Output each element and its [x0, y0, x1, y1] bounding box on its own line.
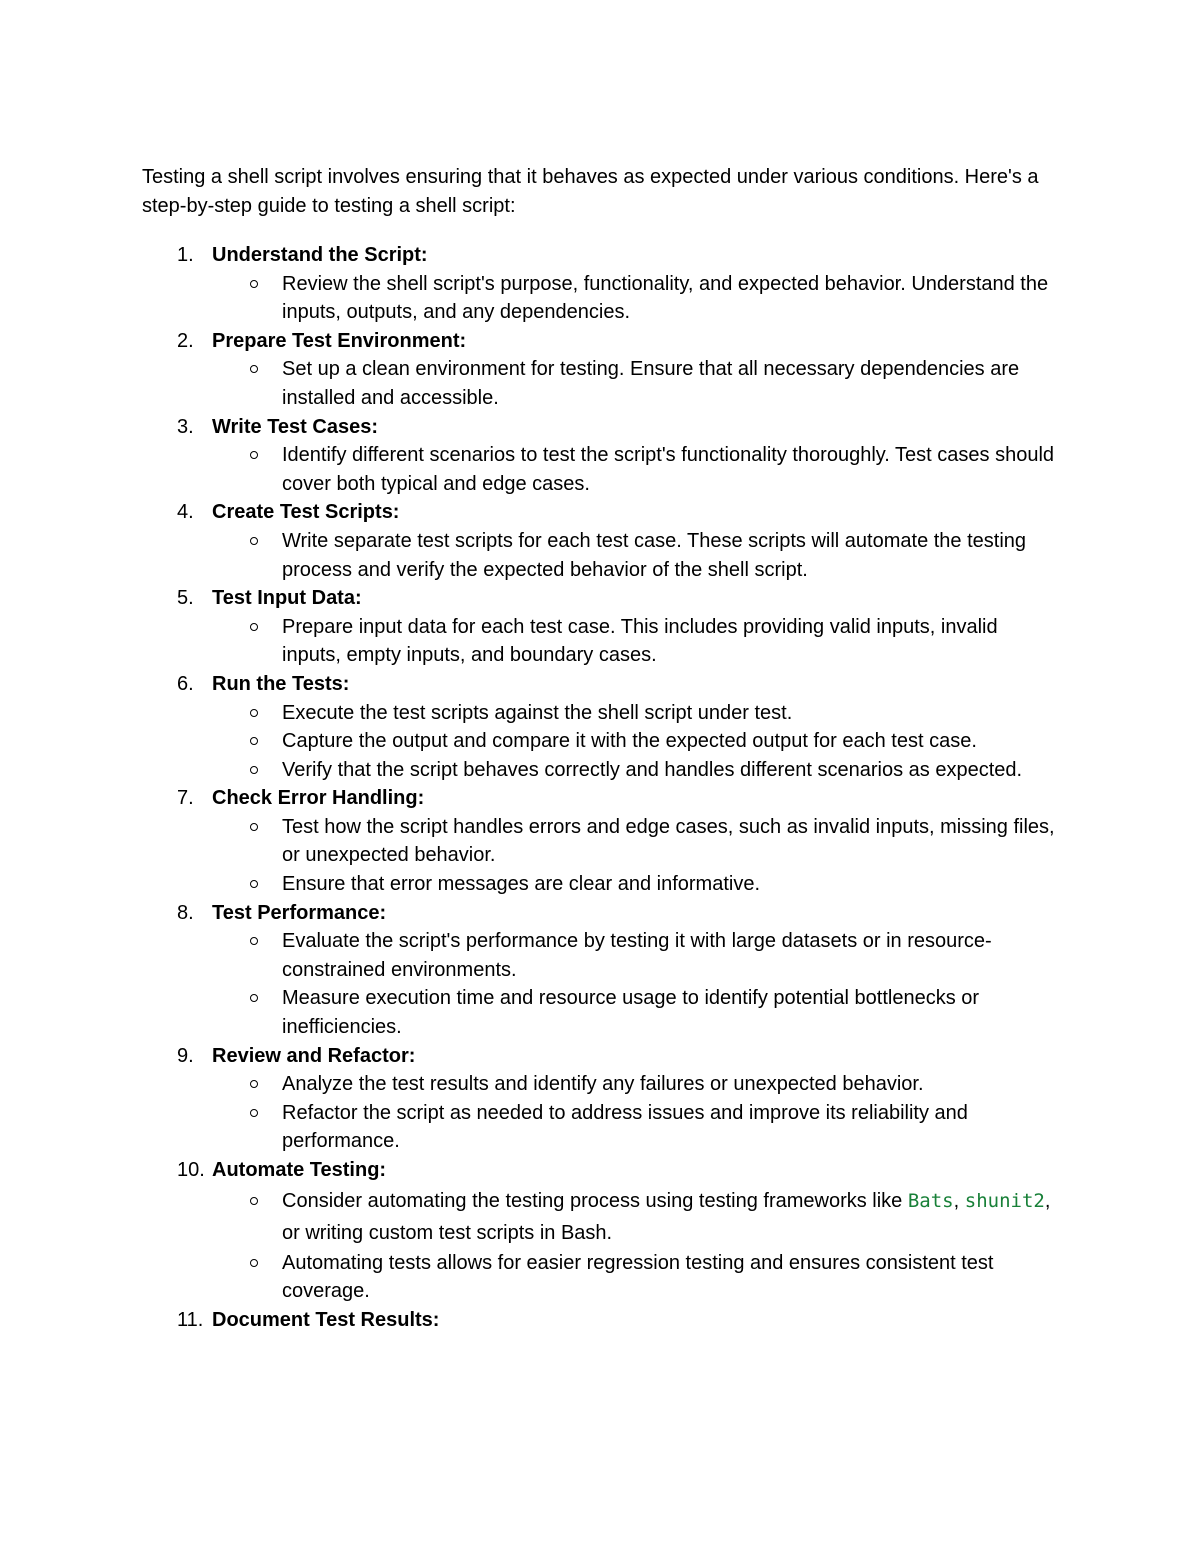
intro-paragraph: Testing a shell script involves ensuring that it behaves as expected under various conditions. Here's a step-by-step guide to testing a shell script: — [142, 166, 1039, 217]
step-number: 11. — [177, 1308, 204, 1331]
step-title: Understand the Script: — [212, 244, 428, 266]
hollow-bullet-icon — [250, 1259, 258, 1267]
list-item: Measure execution time and resource usage to identify potential bottlenecks or inefficiencies. — [212, 984, 1062, 1041]
steps-list — [142, 241, 1200, 1334]
step-7 — [142, 784, 1200, 898]
list-item: Capture the output and compare it with the expected output for each test case. — [212, 727, 1062, 756]
step-title: Review and Refactor: — [212, 1044, 416, 1067]
step-title: Write Test Cases: — [212, 415, 378, 438]
step-3 — [142, 413, 1200, 499]
step-8 — [142, 899, 1200, 1042]
step-5 — [142, 584, 1200, 670]
hollow-bullet-icon — [250, 623, 258, 631]
hollow-bullet-icon — [250, 280, 258, 288]
step-number: 2. — [177, 329, 194, 352]
list-item: Write separate test scripts for each test case. These scripts will automate the testing process and verify the expected behavior of the shell script. — [212, 527, 1062, 584]
hollow-bullet-icon — [250, 880, 258, 888]
list-item: Refactor the script as needed to address issues and improve its reliability and performance. — [212, 1099, 1062, 1156]
list-item: Evaluate the script's performance by testing it with large datasets or in resource-constrained environments. — [212, 927, 1062, 984]
step-title: Document Test Results: — [212, 1308, 440, 1331]
hollow-bullet-icon — [250, 937, 258, 945]
hollow-bullet-icon — [250, 1109, 258, 1117]
step-9 — [142, 1042, 1200, 1156]
code-shunit2: shunit2 — [964, 1189, 1045, 1212]
list-item: Automating tests allows for easier regression testing and ensures consistent test coverage. — [212, 1249, 1062, 1306]
hollow-bullet-icon — [250, 709, 258, 717]
hollow-bullet-icon — [250, 1080, 258, 1088]
list-item: Ensure that error messages are clear and informative. — [212, 870, 1062, 899]
step-1 — [142, 241, 1200, 327]
list-item: Execute the test scripts against the shell script under test. — [212, 699, 1062, 728]
step-title: Run the Tests: — [212, 672, 350, 695]
list-item: Analyze the test results and identify any failures or unexpected behavior. — [212, 1070, 1062, 1099]
step-number: 4. — [177, 501, 194, 524]
step-number: 6. — [177, 672, 194, 695]
hollow-bullet-icon — [250, 1197, 258, 1205]
code-bats: Bats — [907, 1189, 954, 1212]
step-number: 8. — [177, 901, 194, 924]
hollow-bullet-icon — [250, 451, 258, 459]
step-number: 9. — [177, 1044, 194, 1067]
hollow-bullet-icon — [250, 537, 258, 545]
step-4 — [142, 498, 1200, 584]
step-title: Check Error Handling: — [212, 787, 425, 810]
list-item: Review the shell script's purpose, functionality, and expected behavior. Understand the inputs, outputs, and any dependencies. — [212, 270, 1062, 327]
step-number: 7. — [177, 787, 194, 810]
step-number: 1. — [177, 244, 194, 266]
list-item: Prepare input data for each test case. This includes providing valid inputs, invalid inputs, empty inputs, and boundary cases. — [212, 613, 1062, 670]
hollow-bullet-icon — [250, 994, 258, 1002]
step-title: Test Input Data: — [212, 587, 362, 610]
step-title: Automate Testing: — [212, 1159, 387, 1181]
list-item: Verify that the script behaves correctly and handles different scenarios as expected. — [212, 756, 1062, 785]
step-11 — [142, 1306, 1200, 1335]
hollow-bullet-icon — [250, 766, 258, 774]
list-item: Test how the script handles errors and edge cases, such as invalid inputs, missing files, or unexpected behavior. — [212, 813, 1062, 870]
step-title: Test Performance: — [212, 901, 387, 924]
step-10 — [142, 1156, 1200, 1306]
step-title: Prepare Test Environment: — [212, 329, 467, 352]
list-item: Set up a clean environment for testing. Ensure that all necessary dependencies are installed and accessible. — [212, 355, 1062, 412]
step-title: Create Test Scripts: — [212, 501, 400, 524]
hollow-bullet-icon — [250, 365, 258, 373]
hollow-bullet-icon — [250, 823, 258, 831]
step-2 — [142, 327, 1200, 413]
list-item: Consider automating the testing process using testing frameworks like Bats, shunit2, or writing custom test scripts in Bash. — [212, 1185, 1062, 1249]
step-6 — [142, 670, 1200, 784]
step-number: 10. — [177, 1159, 205, 1181]
list-item: Identify different scenarios to test the script's functionality thoroughly. Test cases should cover both typical and edge cases. — [212, 441, 1062, 498]
hollow-bullet-icon — [250, 737, 258, 745]
step-number: 5. — [177, 587, 194, 610]
step-number: 3. — [177, 415, 194, 438]
